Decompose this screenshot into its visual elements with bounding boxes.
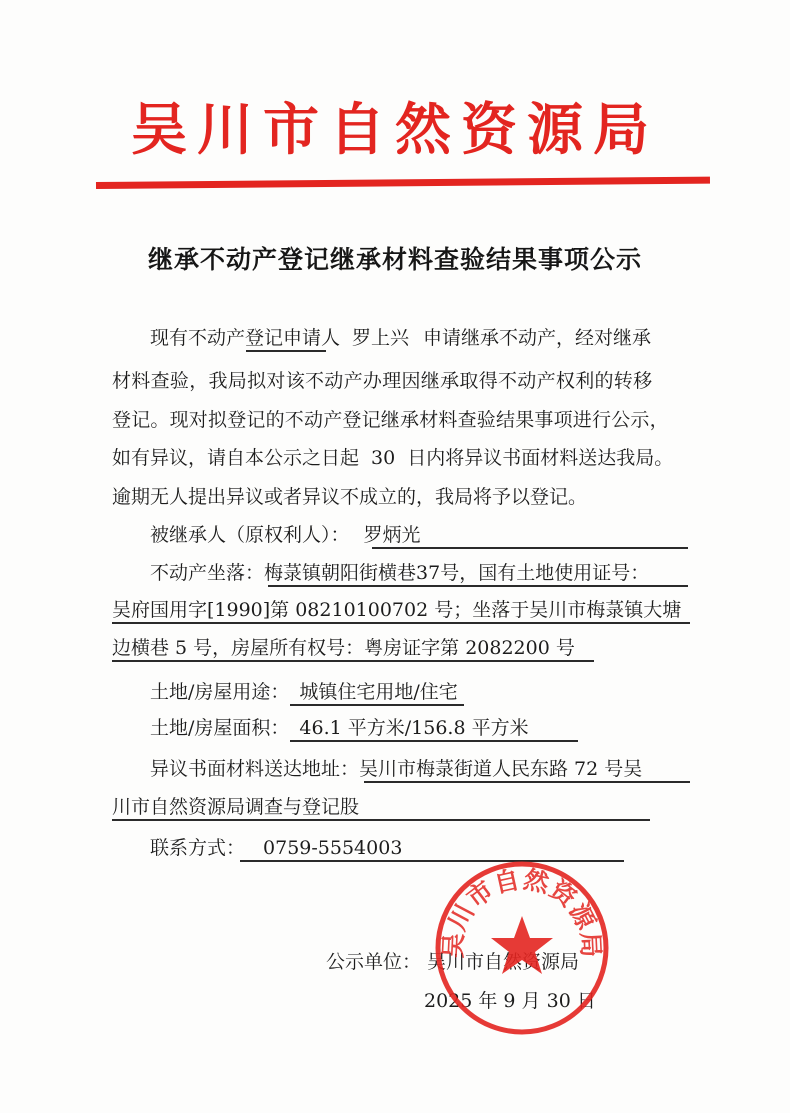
address-value-line1: 吴川市梅菉街道人民东路 72 号吴 xyxy=(359,758,643,780)
address-underline-2 xyxy=(112,819,650,821)
intro-line-1 xyxy=(150,326,651,350)
intro-text: 现有不动产登记申请人 xyxy=(150,327,341,349)
agency-letterhead: 吴川市自然资源局 xyxy=(131,98,659,163)
decedent-label: 被继承人（原权利人）： xyxy=(150,524,350,546)
star-icon xyxy=(491,916,553,974)
address-value-line2: 川市自然资源局调查与登记股 xyxy=(112,796,360,818)
location-underline-3 xyxy=(112,660,594,662)
location-value-line1: 梅菉镇朝阳街横巷37号，国有土地使用证号： xyxy=(264,562,650,584)
usage-field xyxy=(150,680,458,704)
publisher-label: 公示单位： xyxy=(326,951,422,973)
location-value-line2: 吴府国用字[1990]第 08210100702 号；坐落于吴川市梅菉镇大塘 xyxy=(112,599,682,621)
location-label: 不动产坐落： xyxy=(150,562,265,584)
address-underline-1 xyxy=(364,781,690,783)
location-underline-1 xyxy=(268,585,688,587)
contact-value: 0759-5554003 xyxy=(263,837,403,859)
intro-line-3: 登记。现对拟登记的不动产登记继承材料查验结果事项进行公示， xyxy=(112,409,669,431)
seal-text: 吴川市自然资源局 xyxy=(438,864,606,959)
objection-days: 30 xyxy=(371,447,396,469)
letterhead-rule xyxy=(96,177,710,189)
applicant-underline xyxy=(246,350,326,352)
area-label: 土地/房屋面积： xyxy=(150,717,290,739)
area-underline xyxy=(290,740,578,742)
location-value-line3: 边横巷 5 号，房屋所有权号：粤房证字第 2082200 号 xyxy=(112,637,575,659)
location-field xyxy=(150,561,649,585)
contact-field xyxy=(150,836,402,860)
intro-line-4 xyxy=(112,446,673,470)
intro-line-5: 逾期无人提出异议或者异议不成立的，我局将予以登记。 xyxy=(112,486,588,508)
publish-date: 2025 年 9 月 30 日 xyxy=(424,990,596,1012)
intro-text: 日内将异议书面材料送达我局。 xyxy=(407,447,674,469)
address-label: 异议书面材料送达地址： xyxy=(150,758,360,780)
decedent-field xyxy=(150,523,421,547)
intro-text: 如有异议，请自本公示之日起 xyxy=(112,447,360,469)
area-field xyxy=(150,716,529,740)
area-value: 46.1 平方米/156.8 平方米 xyxy=(299,717,529,739)
intro-line-2: 材料查验，我局拟对该不动产办理因继承取得不动产权利的转移 xyxy=(112,370,653,392)
intro-text: 申请继承不动产，经对继承 xyxy=(423,327,652,349)
document-title: 继承不动产登记继承材料查验结果事项公示 xyxy=(147,245,642,274)
official-seal xyxy=(432,858,612,1038)
applicant-name: 罗上兴 xyxy=(352,327,410,349)
decedent-underline xyxy=(372,547,688,549)
usage-value: 城镇住宅用地/住宅 xyxy=(299,681,458,703)
usage-underline xyxy=(290,704,464,706)
publisher-value: 吴川市自然资源局 xyxy=(427,951,580,973)
usage-label: 土地/房屋用途： xyxy=(150,681,290,703)
decedent-value: 罗炳光 xyxy=(363,524,421,546)
contact-label: 联系方式： xyxy=(150,837,246,859)
location-underline-2 xyxy=(112,622,690,624)
address-field xyxy=(150,757,642,781)
